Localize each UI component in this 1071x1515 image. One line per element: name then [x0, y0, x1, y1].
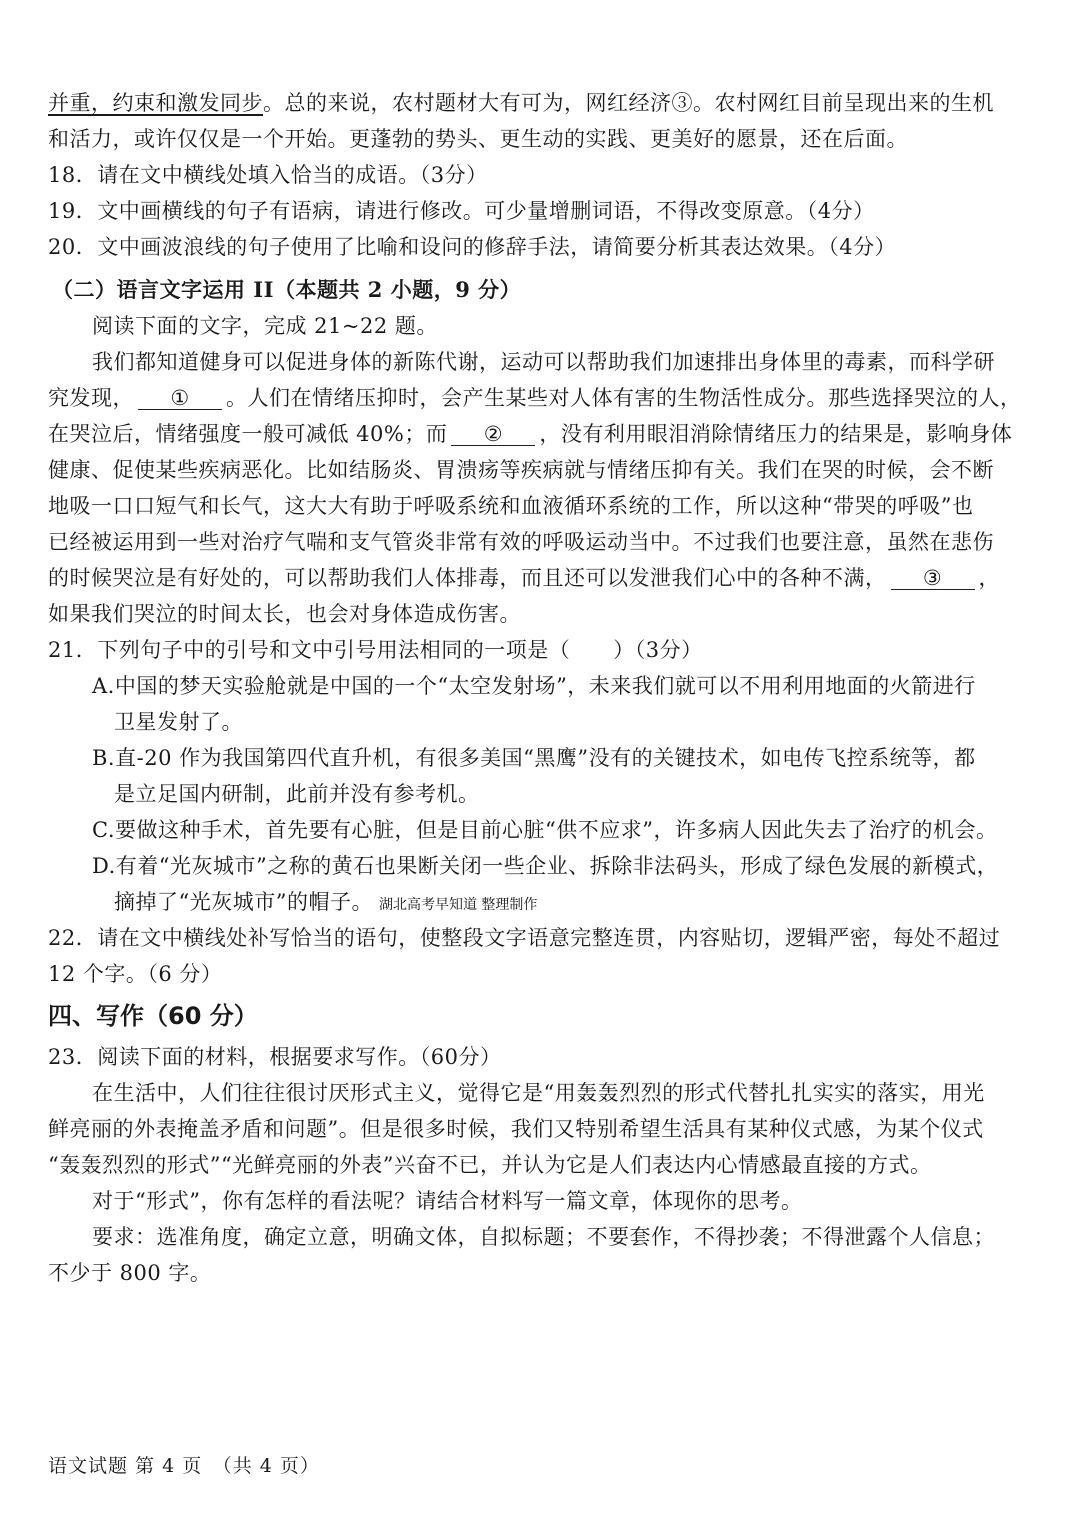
text-fragment: 在哭泣后，情绪强度一般可减低 40%；而: [48, 422, 448, 446]
question-18: 18．请在文中横线处填入恰当的成语。（3分）: [48, 163, 488, 187]
option-d: D.有着“光灰城市”之称的黄石也果断关闭一些企业、拆除非法码头，形成了绿色发展的新模式，: [92, 854, 999, 878]
option-c: C.要做这种手术，首先要有心脏，但是目前心脏“供不应求”，许多病人因此失去了治疗的机会。: [92, 818, 998, 842]
option-a: A.中国的梦天实验舱就是中国的一个“太空发射场”，未来我们就可以不用利用地面的火箭进行: [92, 674, 976, 698]
paragraph-line: [48, 419, 1012, 449]
paragraph-line: [48, 563, 1000, 593]
text-fragment: ，: [978, 566, 1000, 590]
question-19: 19．文中画横线的句子有语病，请进行修改。可少量增删词语，不得改变原意。（4分）: [48, 199, 875, 223]
material-line: 对于“形式”，你有怎样的看法呢？请结合材料写一篇文章，体现你的思考。: [92, 1189, 803, 1213]
requirement-line: 不少于 800 字。: [48, 1261, 212, 1285]
paragraph-line: 地吸一口口短气和长气，这大大有助于呼吸系统和血液循环系统的工作，所以这种“带哭的呼吸”也: [48, 494, 974, 518]
blank-2: ②: [451, 423, 535, 446]
text-fragment: 。人们在情绪压抑时，会产生某些对人体有害的生物活性成分。那些选择哭泣的人，: [226, 386, 1022, 410]
option-b: B.直-20 作为我国第四代直升机，有很多美国“黑鹰”没有的关键技术，如电传飞控系统等，都: [92, 746, 976, 770]
material-line: 在生活中，人们往往很讨厌形式主义，觉得它是“用轰轰烈烈的形式代替扎扎实实的落实，用光: [92, 1081, 985, 1105]
underlined-sentence: 并重，约束和激发同步: [48, 91, 263, 115]
instruction: 阅读下面的文字，完成 21~22 题。: [92, 314, 438, 338]
option-d-cont: [114, 887, 537, 920]
question-22: 22．请在文中横线处补写恰当的语句，使整段文字语意完整连贯，内容贴切，逻辑严密，每处不超过: [48, 926, 1001, 950]
passage-line: 和活力，或许仅仅是一个开始。更蓬勃的势头、更生动的实践、更美好的愿景，还在后面。: [48, 127, 908, 151]
text-fragment: 摘掉了“光灰城市”的帽子。: [114, 890, 373, 914]
page-footer: 语文试题 第 4 页 （共 4 页）: [48, 1455, 320, 1477]
question-22-cont: 12 个字。（6 分）: [48, 962, 223, 986]
blank-1: ①: [138, 387, 222, 410]
blank-3: ③: [891, 567, 975, 590]
option-b-cont: 是立足国内研制，此前并没有参考机。: [114, 782, 480, 806]
question-20: 20．文中画波浪线的句子使用了比喻和设问的修辞手法，请简要分析其表达效果。（4分）: [48, 235, 897, 259]
paragraph-line: 健康、促使某些疾病恶化。比如结肠炎、胃溃疡等疾病就与情绪压抑有关。我们在哭的时候，会不断: [48, 458, 994, 482]
question-21-stem: 21．下列句子中的引号和文中引号用法相同的一项是（ ）（3分）: [48, 638, 703, 662]
paragraph-line: 我们都知道健身可以促进身体的新陈代谢，运动可以帮助我们加速排出身体里的毒素，而科学研: [92, 350, 995, 374]
requirement-line: 要求：选准角度，确定立意，明确文体，自拟标题；不要套作，不得抄袭；不得泄露个人信息；: [92, 1225, 995, 1249]
paragraph-line: 如果我们哭泣的时间太长，也会对身体造成伤害。: [48, 602, 521, 626]
text-fragment: 的时候哭泣是有好处的，可以帮助我们人体排毒，而且还可以发泄我们心中的各种不满，: [48, 566, 887, 590]
material-line: 鲜亮丽的外表掩盖矛盾和问题”。但是很多时候，我们又特别希望生活具有某种仪式感，为某个仪式: [48, 1117, 984, 1141]
section-heading: （二）语言文字运用 II（本题共 2 小题，9 分）: [52, 277, 522, 302]
watermark-text: 湖北高考早知道 整理制作: [378, 897, 538, 913]
material-line: “轰轰烈烈的形式”“光鲜亮丽的外表”兴奋不已，并认为它是人们表达内心情感最直接的方式。: [48, 1153, 932, 1177]
passage-line: [48, 88, 994, 118]
question-23: 23．阅读下面的材料，根据要求写作。（60分）: [48, 1045, 502, 1069]
text-fragment: ，没有利用眼泪消除情绪压力的结果是，影响身体: [539, 422, 1013, 446]
text-fragment: 究发现，: [48, 386, 134, 410]
passage-text: 。总的来说，农村题材大有可为，网红经济③。农村网红目前呈现出来的生机: [263, 91, 994, 115]
section-title: 四、写作（60 分）: [48, 1002, 258, 1030]
paragraph-line: [48, 383, 1022, 413]
paragraph-line: 已经被运用到一些对治疗气喘和支气管炎非常有效的呼吸运动当中。不过我们也要注意，虽然在悲伤: [48, 530, 994, 554]
option-a-cont: 卫星发射了。: [114, 710, 243, 734]
